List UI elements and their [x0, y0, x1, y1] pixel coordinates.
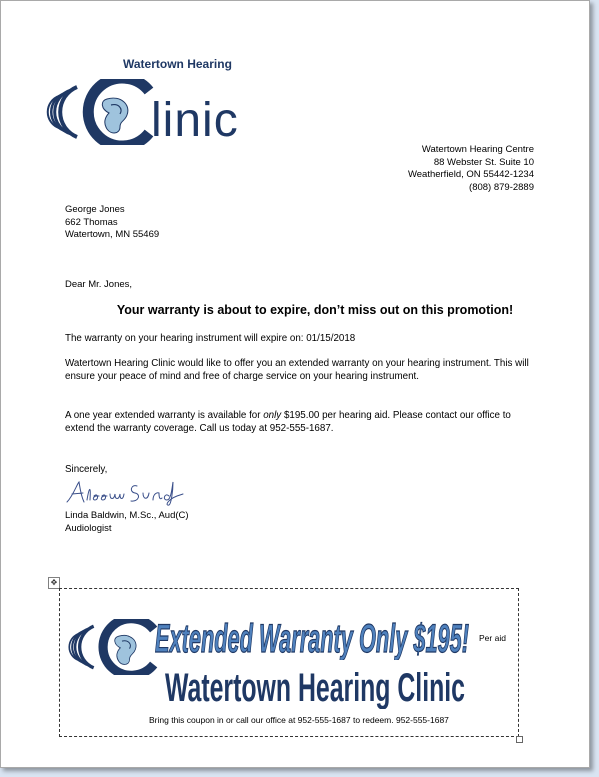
ear-icon [102, 98, 128, 133]
clinic-logo-mark [45, 79, 165, 145]
signer-block [65, 510, 189, 535]
handwritten-signature [65, 478, 205, 506]
promo-text: Extended Warranty Only $195! [155, 617, 469, 660]
clinic-address-block [408, 144, 534, 194]
offer-paragraph: Watertown Hearing Clinic would like to offer you an extended warranty on your hearing instrument. This will ensure your peace of mind and free of charge service on your hearing instrument. [65, 358, 529, 382]
clinic-phone: (808) 879-2889 [469, 181, 534, 193]
table-move-handle-icon[interactable]: ✥ [48, 577, 60, 589]
coupon-ear-icon [115, 635, 136, 664]
coupon-footer: Bring this coupon in or call our office at 952-555-1687 to redeem. 952-555-1687 [149, 715, 449, 725]
signer-name: Linda Baldwin, M.Sc., Aud(C) [65, 510, 189, 521]
expiry-paragraph: The warranty on your hearing instrument will expire on: 01/15/2018 [65, 333, 356, 344]
clinic-name: Watertown Hearing Centre [421, 144, 534, 155]
price-text-start: A one year extended warranty is available for [65, 410, 264, 421]
recipient-street: 662 Thomas [65, 216, 118, 228]
price-paragraph [65, 410, 535, 435]
salutation: Dear Mr. Jones, [65, 279, 133, 290]
recipient-name: George Jones [65, 204, 125, 215]
only-emphasis: only [263, 410, 282, 421]
price-text-end: $195.00 per hearing aid. Please contact our office to extend the warranty coverage. Call us today at 952-555-1687. [65, 410, 511, 434]
logo-wordmark: linic [151, 94, 239, 147]
clinic-city: Weatherfield, ON 55442-1234 [407, 169, 534, 180]
recipient-address-block [65, 204, 159, 242]
promo-wordart [153, 614, 483, 660]
coupon-resize-handle[interactable] [516, 736, 523, 743]
clinic-street: 88 Webster St. Suite 10 [433, 156, 534, 168]
logo-top-text: Watertown Hearing [123, 57, 232, 71]
signer-title: Audiologist [65, 522, 112, 534]
coupon-clinic-text: Watertown Hearing Clinic [165, 666, 465, 709]
coupon-clinic-wordart [163, 661, 473, 709]
coupon-logo-mark [67, 619, 167, 675]
per-aid-label: Per aid [479, 633, 506, 643]
recipient-city: Watertown, MN 55469 [65, 229, 160, 240]
headline: Your warranty is about to expire, don’t miss out on this promotion! [116, 303, 514, 317]
closing: Sincerely, [65, 464, 108, 475]
